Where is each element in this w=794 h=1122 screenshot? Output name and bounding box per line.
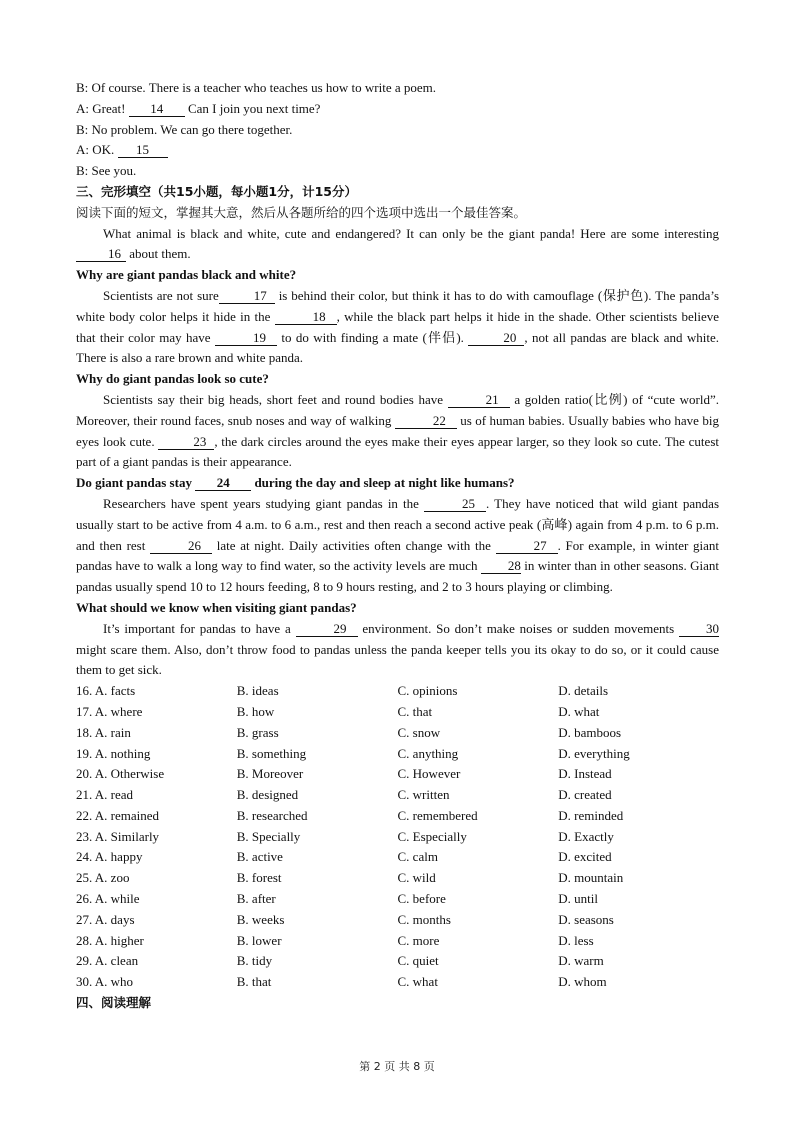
option-choice: 30. A. who — [76, 974, 134, 990]
option-choice: B. how — [236, 703, 275, 719]
dialog-line: B: See you. — [76, 163, 137, 179]
option-choice: C. anything — [397, 745, 459, 761]
blank-21: 21 — [448, 393, 510, 408]
dialog-line: A: OK. 15 — [76, 140, 719, 161]
option-choice: D. seasons — [558, 911, 614, 927]
option-choice: D. Instead — [558, 766, 612, 782]
option-choice: C. that — [397, 703, 433, 719]
option-choice: C. remembered — [397, 807, 478, 823]
option-choice: C. calm — [397, 849, 438, 865]
option-choice: 28. A. higher — [76, 932, 144, 948]
option-choice: C. before — [397, 891, 446, 907]
blank-15: 15 — [118, 143, 168, 158]
option-choice: 21. A. read — [76, 787, 134, 803]
option-choice: C. more — [397, 932, 440, 948]
option-row — [76, 868, 719, 889]
option-choice: 20. A. Otherwise — [76, 766, 165, 782]
passage-paragraph: Scientists say their big heads, short feet and round bodies have 21 a golden ratio(比例) of “cute world”. Moreover, their round faces, snub noses and way of walking 22 us of human babies. Usually babies who have big eyes look cute. 23 , the dark circles around the eyes make their eyes appear larger, so they look so cute. The cutest part of a giant pandas is their appearance. — [76, 391, 720, 470]
option-choice: D. until — [558, 891, 598, 907]
option-choice: C. wild — [397, 870, 436, 886]
option-choice: B. designed — [236, 787, 299, 803]
option-choice: 23. A. Similarly — [76, 828, 160, 844]
option-row — [76, 910, 719, 931]
option-choice: C. Especially — [397, 828, 467, 844]
option-choice: 27. A. days — [76, 911, 135, 927]
option-choice: 19. A. nothing — [76, 745, 151, 761]
option-choice: B. tidy — [236, 953, 273, 969]
option-choice: C. opinions — [397, 683, 458, 699]
option-row — [76, 889, 719, 910]
blank-28: 28 — [481, 559, 521, 574]
option-choice: C. snow — [397, 724, 441, 740]
blank-20: 20 — [468, 331, 524, 346]
option-choice: 17. A. where — [76, 703, 143, 719]
option-choice: B. forest — [236, 870, 282, 886]
option-choice: B. researched — [236, 807, 308, 823]
option-choice: C. months — [397, 911, 451, 927]
option-row — [76, 702, 719, 723]
blank-19: 19 — [215, 331, 277, 346]
option-choice: B. active — [236, 849, 283, 865]
blank-30: 30 — [679, 622, 719, 637]
option-choice: B. that — [236, 974, 272, 990]
option-row — [76, 744, 719, 765]
section-instruction: 阅读下面的短文，掌握其大意，然后从各题所给的四个选项中选出一个最佳答案。 — [76, 204, 527, 220]
page-footer: 第 2 页 共 8 页 — [359, 1060, 435, 1073]
blank-22: 22 — [395, 414, 457, 429]
option-choice: D. warm — [558, 953, 604, 969]
option-choice: D. whom — [558, 974, 607, 990]
passage-intro: What animal is black and white, cute and endangered? It can only be the giant panda! Here are some interesting 16 about them. — [76, 224, 719, 266]
option-choice: C. quiet — [397, 953, 439, 969]
passage-heading: Why do giant pandas look so cute? — [76, 371, 269, 387]
blank-26: 26 — [150, 539, 212, 554]
option-choice: C. written — [397, 787, 450, 803]
option-choice: D. reminded — [558, 807, 624, 823]
option-choice: 16. A. facts — [76, 683, 136, 699]
option-choice: D. everything — [558, 745, 630, 761]
dialog-line: B: No problem. We can go there together. — [76, 121, 293, 137]
option-choice: C. what — [397, 974, 438, 990]
passage-heading: What should we know when visiting giant pandas? — [76, 599, 357, 615]
option-row — [76, 785, 719, 806]
option-choice: 26. A. while — [76, 891, 140, 907]
page-content — [76, 78, 719, 1014]
blank-17: 17 — [219, 289, 275, 304]
blank-16: 16 — [76, 247, 126, 262]
option-choice: B. ideas — [236, 683, 279, 699]
section-title: 四、阅读理解 — [76, 995, 152, 1011]
option-choice: B. after — [236, 891, 276, 907]
section-title: 三、完形填空（共15小题，每小题1分，计15分） — [76, 183, 357, 199]
option-row — [76, 827, 719, 848]
option-choice: 18. A. rain — [76, 724, 131, 740]
option-choice: C. However — [397, 766, 461, 782]
option-choice: D. excited — [558, 849, 612, 865]
options-table — [76, 681, 719, 993]
dialog-line: A: Great! 14 Can I join you next time? — [76, 100, 321, 116]
option-choice: D. created — [558, 787, 612, 803]
option-choice: 25. A. zoo — [76, 870, 130, 886]
option-choice: D. details — [558, 683, 609, 699]
blank-29: 29 — [296, 622, 358, 637]
option-choice: B. something — [236, 745, 307, 761]
passage-paragraph: Scientists are not sure 17 is behind their color, but think it has to do with camouflage (保护色). The panda’s white body color helps it hide in the 18 , while the black part helps it hide in the shade. Other scientists believe that their color may have 19 to do with finding a mate (伴侣). 20 , not all pandas are black and white. There is also a rare brown and white panda. — [76, 287, 720, 366]
option-choice: 24. A. happy — [76, 849, 143, 865]
option-choice: B. grass — [236, 724, 279, 740]
option-row — [76, 681, 719, 702]
option-row — [76, 723, 719, 744]
option-row — [76, 806, 719, 827]
option-row — [76, 764, 719, 785]
blank-27: 27 — [496, 539, 558, 554]
blank-25: 25 — [424, 497, 486, 512]
option-choice: B. lower — [236, 932, 282, 948]
option-choice: B. Specially — [236, 828, 301, 844]
option-choice: D. what — [558, 703, 600, 719]
option-choice: D. less — [558, 932, 594, 948]
option-row — [76, 972, 719, 993]
blank-24: 24 — [195, 476, 251, 491]
blank-18: 18 — [275, 310, 337, 325]
passage-heading: Why are giant pandas black and white? — [76, 267, 297, 283]
option-choice: D. mountain — [558, 870, 624, 886]
option-row — [76, 847, 719, 868]
dialog-line: B: Of course. There is a teacher who teaches us how to write a poem. — [76, 80, 437, 95]
blank-23: 23 — [158, 435, 214, 450]
option-choice: 29. A. clean — [76, 953, 139, 969]
passage-heading: Do giant pandas stay 24 during the day and sleep at night like humans? — [76, 475, 515, 491]
blank-14: 14 — [129, 102, 185, 117]
option-choice: B. weeks — [236, 911, 285, 927]
passage-paragraph: It’s important for pandas to have a 29 environment. So don’t make noises or sudden movements 30 might scare them. Also, don’t throw food to pandas unless the panda keeper tells you its okay to do so, or it could cause them to get sick. — [76, 620, 720, 678]
option-choice: B. Moreover — [236, 766, 304, 782]
option-choice: 22. A. remained — [76, 807, 160, 823]
passage-paragraph: Researchers have spent years studying giant pandas in the 25 . They have noticed that wild giant pandas usually start to be active from 4 a.m. to 6 a.m., rest and then reach a second active peak (高峰) again from 4 p.m. to 6 p.m. and then rest 26 late at night. Daily activities often change with the 27 . For example, in winter giant pandas have to walk a long way to find water, so the activity levels are much 28 in winter than in other seasons. Giant pandas usually spend 10 to 12 hours feeding, 8 to 9 hours resting, and 2 to 3 hours playing or climbing. — [76, 495, 720, 595]
option-row — [76, 931, 719, 952]
option-row — [76, 951, 719, 972]
option-choice: D. Exactly — [558, 828, 614, 844]
option-choice: D. bamboos — [558, 724, 622, 740]
